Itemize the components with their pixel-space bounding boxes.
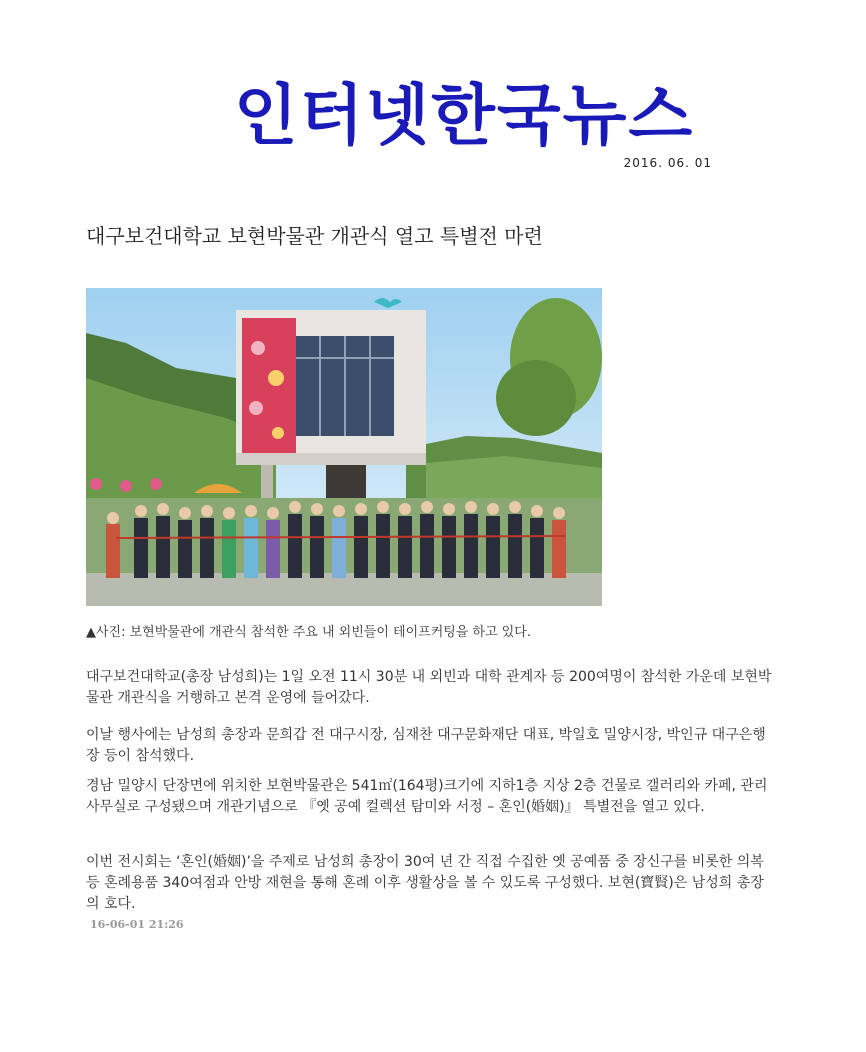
article-paragraph-2: 이날 행사에는 남성희 총장과 문희갑 전 대구시장, 심재찬 대구문화재단 대표, 박일호 밀양시장, 박인규 대구은행장 등이 참석했다. [86, 727, 766, 764]
article-headline: 대구보건대학교 보현박물관 개관식 열고 특별전 마련 [86, 224, 543, 248]
publish-date: 2016. 06. 01 [623, 156, 712, 170]
photo-caption: ▲사진: 보현박물관에 개관식 참석한 주요 내 외빈들이 테이프커팅을 하고 있다. [86, 625, 531, 640]
article-photo [86, 288, 602, 606]
article-paragraph-3: 경남 밀양시 단장면에 위치한 보현박물관은 541㎡(164평)크기에 지하1층 지상 2층 건물로 갤러리와 카페, 관리사무실로 구성됐으며 개관기념으로 『옛 공예 컬렉션 탐미와 서정 – 혼인(婚姻)』 특별전을 열고 있다. [86, 778, 768, 815]
masthead-logo[interactable]: 인터넷한국뉴스 [233, 77, 695, 154]
article-timestamp: 16-06-01 21:26 [90, 918, 184, 931]
article-paragraph-4: 이번 전시회는 ‘혼인(婚姻)’을 주제로 남성희 총장이 30여 년 간 직접 수집한 옛 공예품 중 장신구를 비롯한 의복 등 혼례용품 340여점과 안방 재현을 통해 혼례 이후 생활상을 볼 수 있도록 구성했다. 보현(寶賢)은 남성희 총장의 호다. [86, 854, 764, 912]
article-paragraph-1: 대구보건대학교(총장 남성희)는 1일 오전 11시 30분 내 외빈과 대학 관계자 등 200여명이 참석한 가운데 보현박물관 개관식을 거행하고 본격 운영에 들어갔다. [86, 669, 772, 706]
